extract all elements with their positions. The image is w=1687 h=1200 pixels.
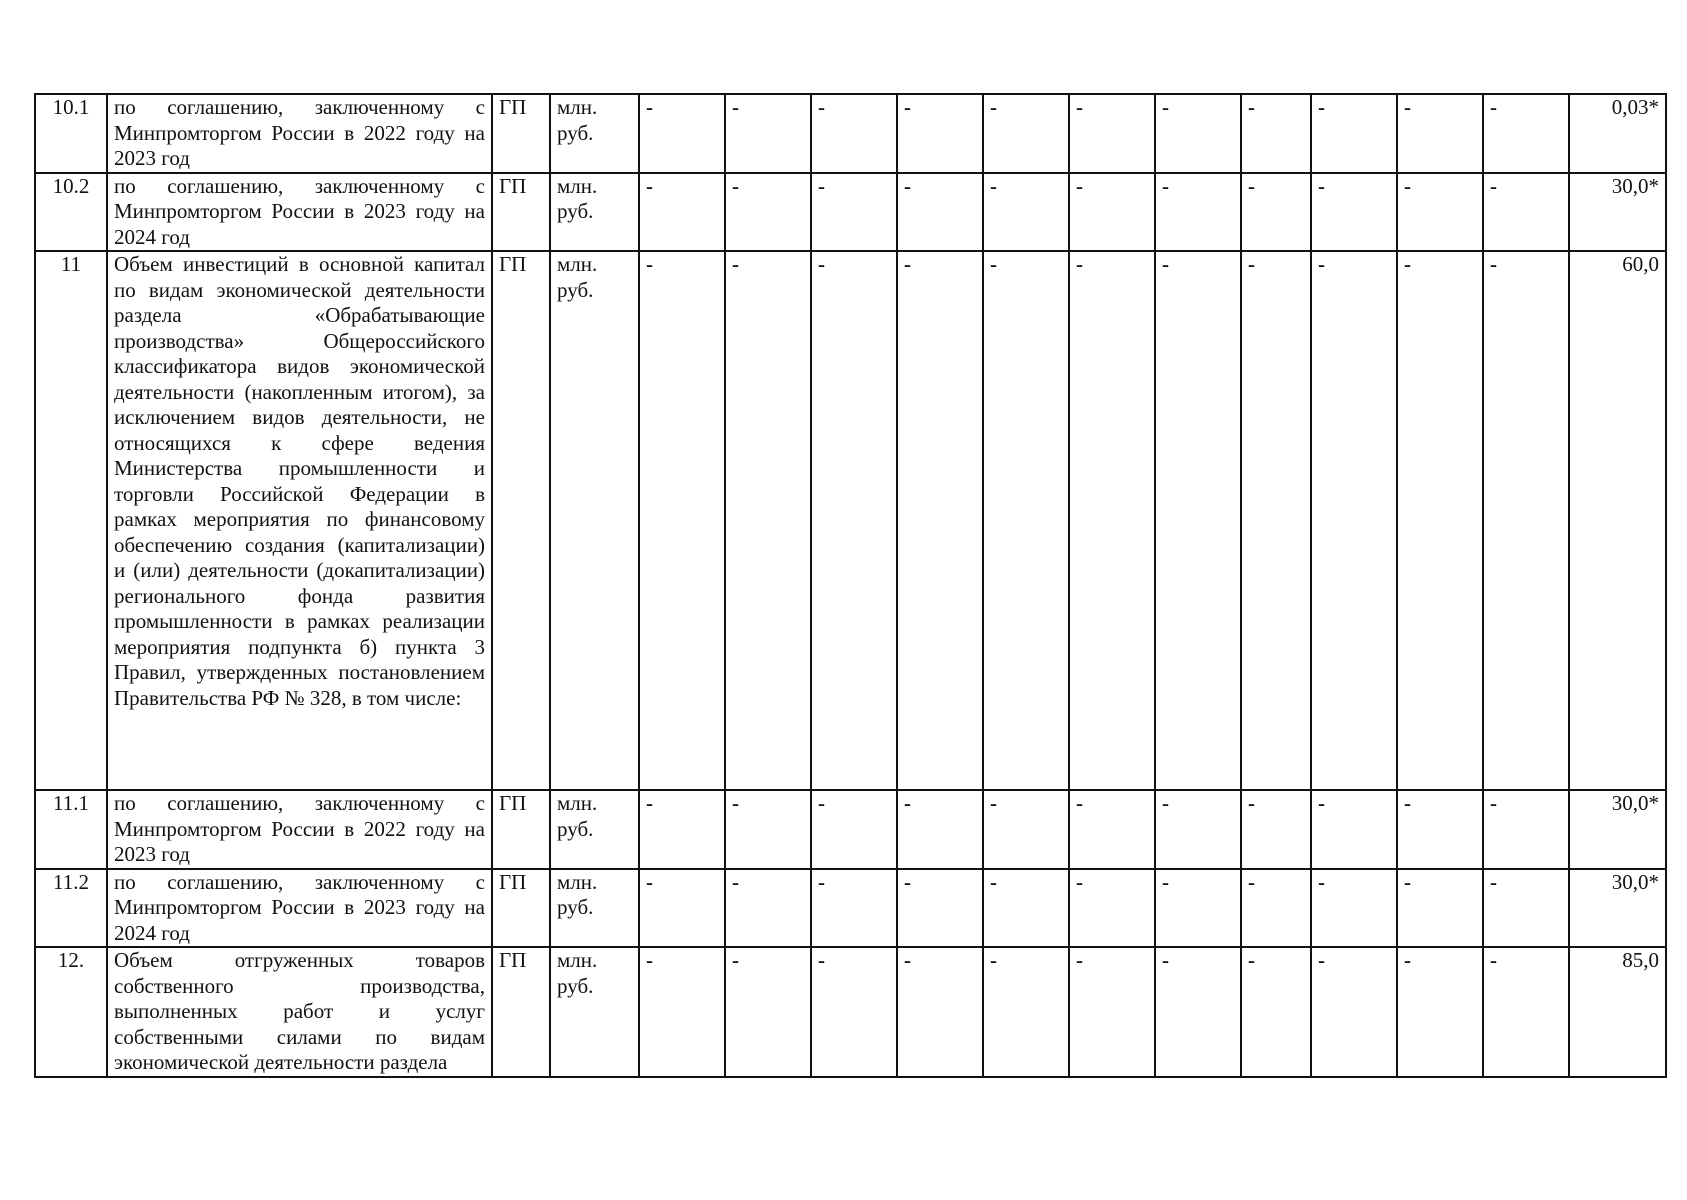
row-number: 12.: [35, 947, 107, 1077]
table-row: [35, 94, 1666, 173]
value-cell: -: [639, 790, 725, 869]
value-cell: -: [1397, 173, 1483, 252]
value-cell: -: [1311, 173, 1397, 252]
value-cell: -: [811, 251, 897, 790]
value-cell: -: [811, 869, 897, 948]
value-cell: -: [1241, 869, 1311, 948]
target-value: 60,0: [1569, 251, 1666, 790]
value-cell: -: [983, 947, 1069, 1077]
target-value: 30,0*: [1569, 869, 1666, 948]
row-owner: ГП: [492, 94, 550, 173]
table-row: [35, 790, 1666, 869]
value-cell: -: [983, 790, 1069, 869]
value-cell: -: [1483, 173, 1569, 252]
table-row: [35, 251, 1666, 790]
value-cell: -: [1069, 947, 1155, 1077]
value-cell: -: [1155, 869, 1241, 948]
row-unit: млн. руб.: [550, 251, 639, 790]
value-cell: -: [1483, 869, 1569, 948]
value-cell: -: [1155, 251, 1241, 790]
value-cell: -: [1311, 947, 1397, 1077]
value-cell: -: [897, 94, 983, 173]
table-row: [35, 173, 1666, 252]
value-cell: -: [1155, 947, 1241, 1077]
table-row: [35, 947, 1666, 1077]
value-cell: -: [1241, 947, 1311, 1077]
row-number: 10.2: [35, 173, 107, 252]
row-description: по соглашению, заключенному с Минпромторгом России в 2022 году на 2023 год: [107, 790, 492, 869]
value-cell: -: [1397, 869, 1483, 948]
row-description: по соглашению, заключенному с Минпромторгом России в 2022 году на 2023 год: [107, 94, 492, 173]
value-cell: -: [725, 94, 811, 173]
value-cell: -: [1069, 173, 1155, 252]
row-unit: млн. руб.: [550, 173, 639, 252]
value-cell: -: [1155, 94, 1241, 173]
value-cell: -: [897, 869, 983, 948]
value-cell: -: [1483, 947, 1569, 1077]
value-cell: -: [1311, 251, 1397, 790]
value-cell: -: [811, 947, 897, 1077]
value-cell: -: [725, 251, 811, 790]
value-cell: -: [897, 790, 983, 869]
value-cell: -: [983, 869, 1069, 948]
target-value: 30,0*: [1569, 173, 1666, 252]
value-cell: -: [1241, 251, 1311, 790]
value-cell: -: [1069, 94, 1155, 173]
value-cell: -: [639, 94, 725, 173]
row-description: Объем инвестиций в основной капитал по видам экономической деятельности раздела «Обрабатывающие производства» Общероссийского классификатора видов экономической деятельности (накопленным итогом), за исключением видов деятельности, не относящихся к сфере ведения Министерства промышленности и торговли Российской Федерации в рамках мероприятия по финансовому обеспечению создания (капитализации) и (или) деятельности (докапитализации) регионального фонда развития промышленности в рамках реализации мероприятия подпункта б) пункта 3 Правил, утвержденных постановлением Правительства РФ № 328, в том числе:: [107, 251, 492, 790]
value-cell: -: [1397, 790, 1483, 869]
value-cell: -: [1311, 94, 1397, 173]
value-cell: -: [983, 251, 1069, 790]
value-cell: -: [1069, 251, 1155, 790]
row-owner: ГП: [492, 947, 550, 1077]
row-owner: ГП: [492, 790, 550, 869]
row-unit: млн. руб.: [550, 947, 639, 1077]
target-value: 85,0: [1569, 947, 1666, 1077]
value-cell: -: [1397, 94, 1483, 173]
value-cell: -: [725, 869, 811, 948]
value-cell: -: [725, 790, 811, 869]
row-unit: млн. руб.: [550, 790, 639, 869]
row-unit: млн. руб.: [550, 94, 639, 173]
target-value: 30,0*: [1569, 790, 1666, 869]
value-cell: -: [639, 947, 725, 1077]
value-cell: -: [1069, 869, 1155, 948]
row-number: 11.2: [35, 869, 107, 948]
value-cell: -: [897, 173, 983, 252]
value-cell: -: [897, 251, 983, 790]
row-unit: млн. руб.: [550, 869, 639, 948]
value-cell: -: [983, 173, 1069, 252]
table-row: [35, 869, 1666, 948]
value-cell: -: [1311, 790, 1397, 869]
value-cell: -: [1069, 790, 1155, 869]
row-owner: ГП: [492, 251, 550, 790]
target-value: 0,03*: [1569, 94, 1666, 173]
value-cell: -: [1397, 947, 1483, 1077]
value-cell: -: [1241, 790, 1311, 869]
indicators-table: [34, 93, 1667, 1078]
value-cell: -: [1311, 869, 1397, 948]
row-owner: ГП: [492, 173, 550, 252]
row-number: 10.1: [35, 94, 107, 173]
value-cell: -: [811, 173, 897, 252]
value-cell: -: [639, 869, 725, 948]
value-cell: -: [1241, 94, 1311, 173]
value-cell: -: [1397, 251, 1483, 790]
row-description: по соглашению, заключенному с Минпромторгом России в 2023 году на 2024 год: [107, 869, 492, 948]
value-cell: -: [983, 94, 1069, 173]
row-owner: ГП: [492, 869, 550, 948]
row-description: по соглашению, заключенному с Минпромторгом России в 2023 году на 2024 год: [107, 173, 492, 252]
value-cell: -: [811, 94, 897, 173]
row-number: 11: [35, 251, 107, 790]
value-cell: -: [725, 947, 811, 1077]
value-cell: -: [1483, 790, 1569, 869]
value-cell: -: [1155, 173, 1241, 252]
value-cell: -: [725, 173, 811, 252]
value-cell: -: [1483, 251, 1569, 790]
value-cell: -: [811, 790, 897, 869]
value-cell: -: [1155, 790, 1241, 869]
row-number: 11.1: [35, 790, 107, 869]
value-cell: -: [639, 173, 725, 252]
value-cell: -: [1241, 173, 1311, 252]
value-cell: -: [639, 251, 725, 790]
value-cell: -: [897, 947, 983, 1077]
row-description: Объем отгруженных товаров собственного производства, выполненных работ и услуг собственными силами по видам экономической деятельности раздела: [107, 947, 492, 1077]
value-cell: -: [1483, 94, 1569, 173]
